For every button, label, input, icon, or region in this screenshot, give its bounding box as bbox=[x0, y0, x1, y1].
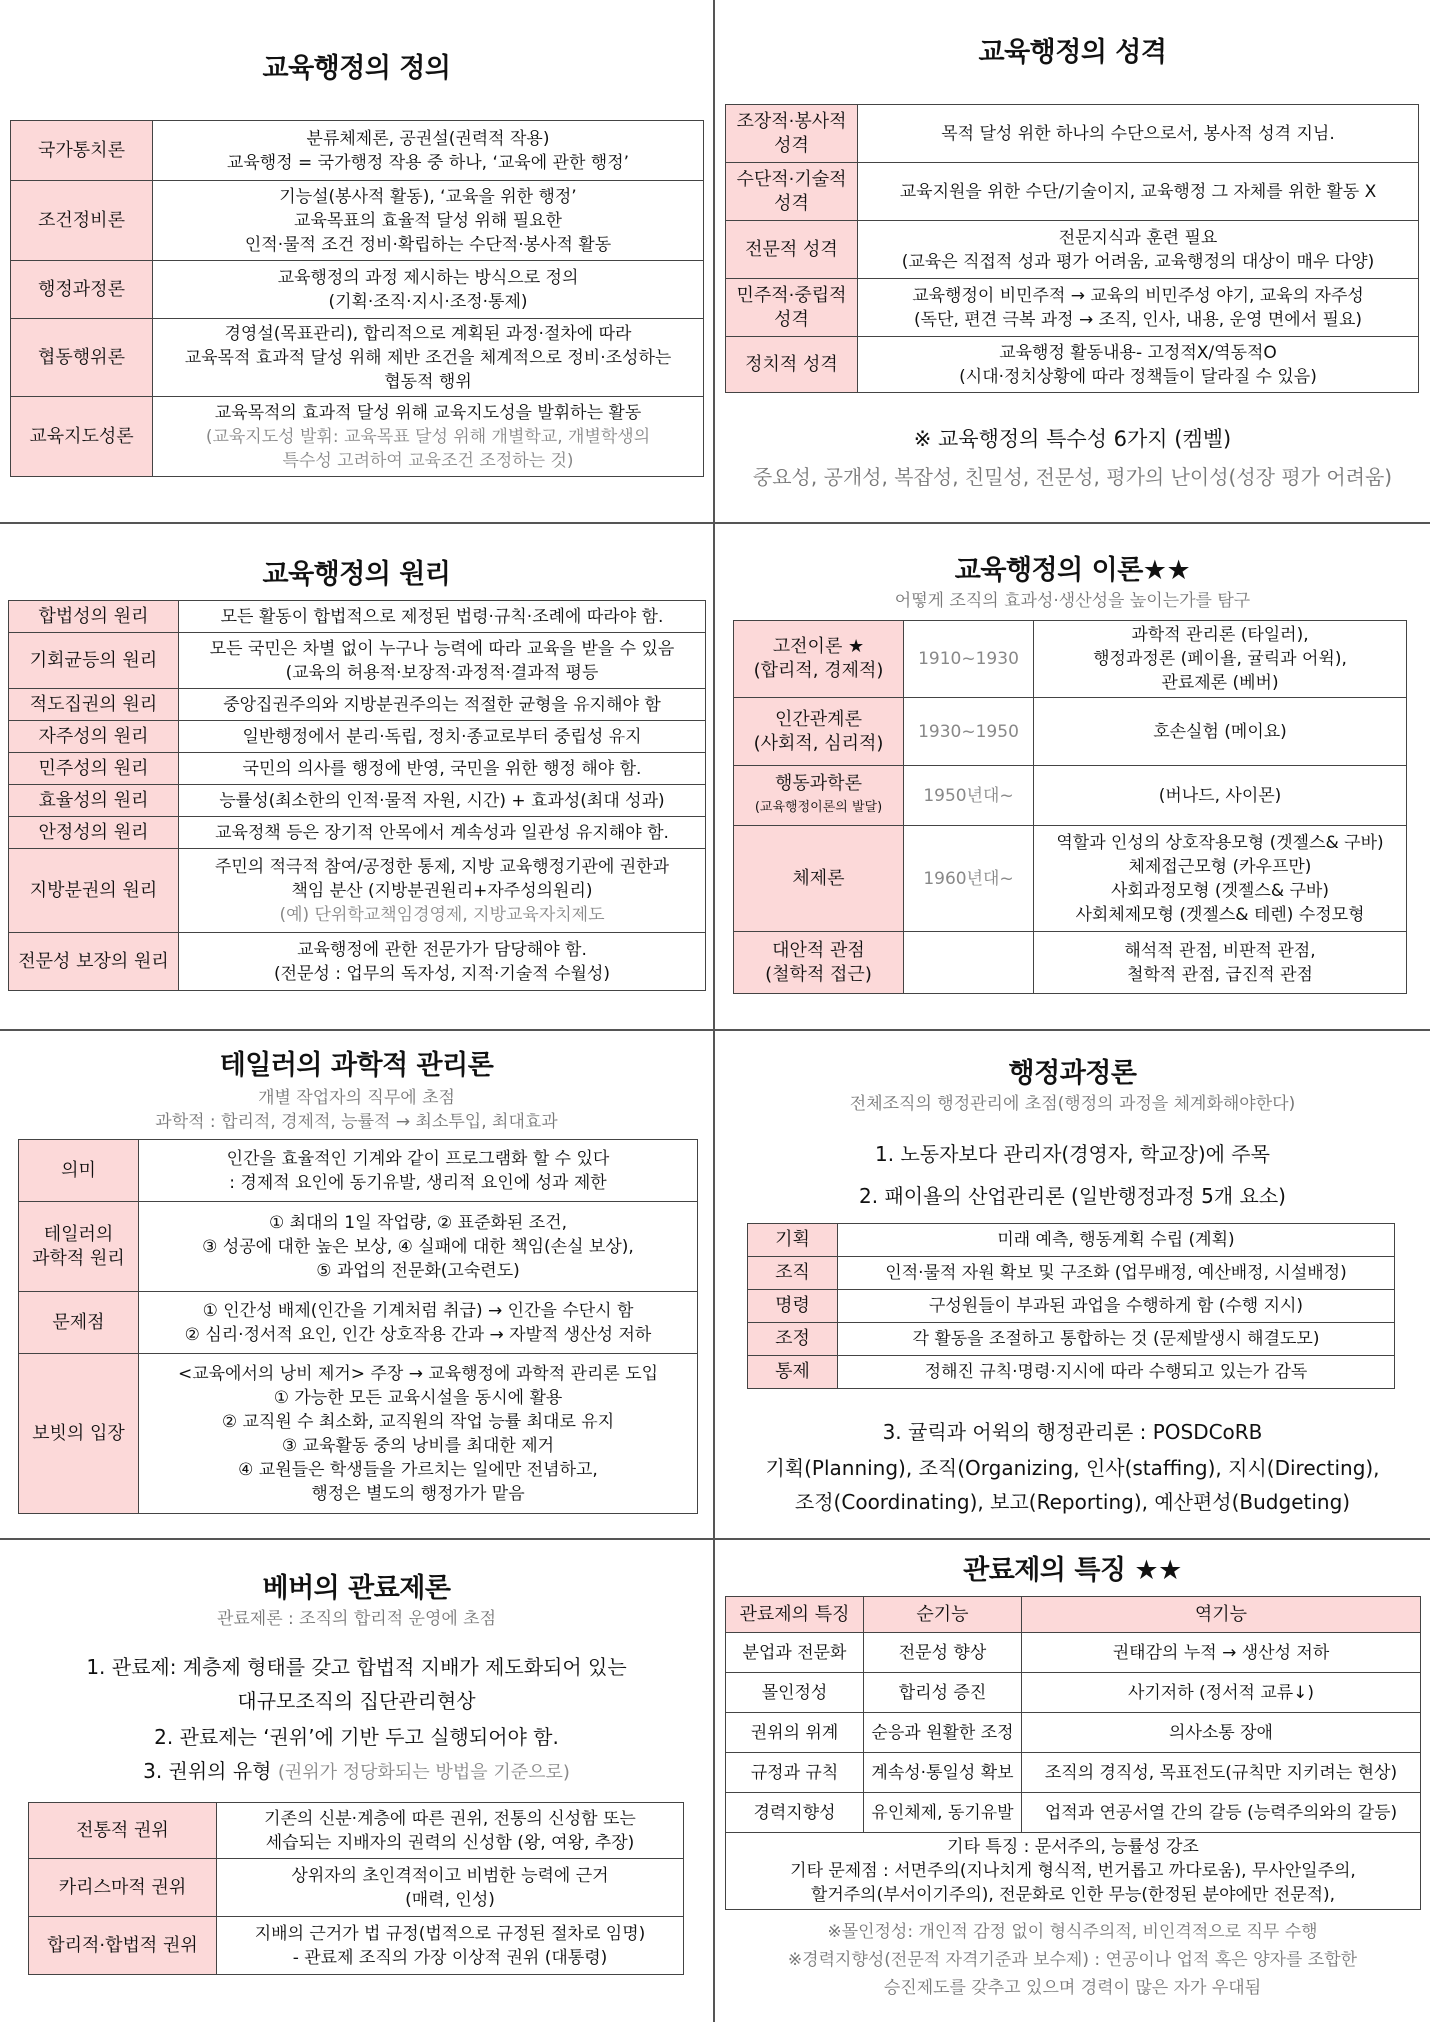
row-header: 조건정비론 bbox=[11, 181, 153, 261]
row-header: 자주성의 원리 bbox=[9, 721, 179, 753]
row-content: 주민의 적극적 참여/공정한 통제, 지방 교육행정기관에 권한과 책임 분산 (지방분권원리+자주성의원리) (예) 단위학교책임경영제, 지방교육자치제도 bbox=[179, 849, 706, 933]
row-header: 전문성 보장의 원리 bbox=[9, 933, 179, 991]
period: 1950년대~ bbox=[904, 766, 1034, 826]
row-header: 고전이론 ★ (합리적, 경제적) bbox=[734, 621, 904, 698]
row-header: 카리스마적 권위 bbox=[29, 1859, 217, 1917]
table-row bbox=[11, 261, 704, 319]
cell: 분업과 전문화 bbox=[726, 1633, 864, 1673]
table-row bbox=[29, 1803, 684, 1859]
table-row bbox=[726, 1753, 1421, 1793]
column-header: 순기능 bbox=[864, 1597, 1022, 1633]
period bbox=[904, 932, 1034, 994]
row-header: 의미 bbox=[19, 1140, 139, 1202]
table-row bbox=[726, 1633, 1421, 1673]
definition-table bbox=[10, 120, 704, 477]
row-header: 테일러의 과학적 원리 bbox=[19, 1202, 139, 1292]
row-content: 교육정책 등은 장기적 안목에서 계속성과 일관성 유지해야 함. bbox=[179, 817, 706, 849]
row-content: 분류체제론, 공권설(권력적 작용) 교육행정 = 국가행정 작용 중 하나, ‘교육에 관한 행정’ bbox=[153, 121, 704, 181]
table-row bbox=[19, 1292, 698, 1354]
section-title: 교육행정의 원리 bbox=[262, 559, 451, 590]
cell: 순응과 원활한 조정 bbox=[864, 1713, 1022, 1753]
table-row bbox=[11, 181, 704, 261]
table-row bbox=[748, 1290, 1395, 1323]
cell: 의사소통 장애 bbox=[1022, 1713, 1421, 1753]
table-row bbox=[11, 397, 704, 477]
section-subtitle: 개별 작업자의 직무에 초점 bbox=[258, 1088, 455, 1108]
table-row bbox=[748, 1257, 1395, 1290]
row-content: 정해진 규칙·명령·지시에 따라 수행되고 있는가 감독 bbox=[838, 1356, 1395, 1389]
row-content: 각 활동을 조절하고 통합하는 것 (문제발생시 해결도모) bbox=[838, 1323, 1395, 1356]
row-content: 능률성(최소한의 인적·물적 자원, 시간) + 효과성(최대 성과) bbox=[179, 785, 706, 817]
section-subtitle: 관료제론 : 조직의 합리적 운영에 초점 bbox=[216, 1609, 497, 1629]
extra-notes: 기타 특징 : 문서주의, 능률성 강조 기타 문제점 : 서면주의(지나치게 형식적, 번거롭고 까다로움), 무사안일주의, 할거주의(부서이기주의), 전문화로 인한 무능(한정된 분야에만 전문적), bbox=[726, 1833, 1421, 1910]
row-content: 교육지원을 위한 수단/기술이지, 교육행정 그 자체를 위한 활동 X bbox=[858, 163, 1419, 221]
table-row bbox=[9, 633, 706, 689]
cell: 사기저하 (정서적 교류↓) bbox=[1022, 1673, 1421, 1713]
row-content: 경영설(목표관리), 합리적으로 계획된 과정·절차에 따라 교육목적 효과적 달성 위해 제반 조건을 체계적으로 정비·조성하는 협동적 행위 bbox=[153, 319, 704, 397]
cell: 합리성 증진 bbox=[864, 1673, 1022, 1713]
cell: 몰인정성 bbox=[726, 1673, 864, 1713]
character-table bbox=[725, 104, 1419, 393]
row-header: 합리적·합법적 권위 bbox=[29, 1917, 217, 1975]
cell: 경력지향성 bbox=[726, 1793, 864, 1833]
row-content: 교육행정에 관한 전문가가 담당해야 함. (전문성 : 업무의 독자성, 지적·기술적 수월성) bbox=[179, 933, 706, 991]
row-content: 전문지식과 훈련 필요 (교육은 직접적 성과 평가 어려움, 교육행정의 대상이 매우 다양) bbox=[858, 221, 1419, 279]
row-content: 지배의 근거가 법 규정(법적으로 규정된 절차로 임명) - 관료제 조직의 가장 이상적 권위 (대통령) bbox=[217, 1917, 684, 1975]
table-row bbox=[11, 319, 704, 397]
section-character bbox=[715, 0, 1430, 522]
period: 1910~1930 bbox=[904, 621, 1034, 698]
table-row bbox=[9, 817, 706, 849]
row-header: 적도집권의 원리 bbox=[9, 689, 179, 721]
cell: 규정과 규칙 bbox=[726, 1753, 864, 1793]
column-header: 역기능 bbox=[1022, 1597, 1421, 1633]
row-header: 통제 bbox=[748, 1356, 838, 1389]
row-header: 보빗의 입장 bbox=[19, 1354, 139, 1514]
row-header: 전문적 성격 bbox=[726, 221, 858, 279]
row-content: (버나드, 사이몬) bbox=[1034, 766, 1407, 826]
row-content: 기능설(봉사적 활동), ‘교육을 위한 행정’ 교육목표의 효율적 달성 위해 필요한 인적·물적 조건 정비·확립하는 수단적·봉사적 활동 bbox=[153, 181, 704, 261]
table-row bbox=[9, 753, 706, 785]
table-row bbox=[734, 826, 1407, 932]
table-row bbox=[29, 1859, 684, 1917]
table-row bbox=[19, 1140, 698, 1202]
point-1: 1. 노동자보다 관리자(경영자, 학교장)에 주목 bbox=[875, 1142, 1270, 1166]
table-row bbox=[734, 766, 1407, 826]
special-list: 중요성, 공개성, 복잡성, 친밀성, 전문성, 평가의 난이성(성장 평가 어려움) bbox=[752, 465, 1393, 489]
point-1: 1. 관료제: 계층제 형태를 갖고 합법적 지배가 제도화되어 있는 bbox=[86, 1655, 627, 1679]
row-header: 수단적·기술적 성격 bbox=[726, 163, 858, 221]
table-row bbox=[9, 785, 706, 817]
section-title: 행정과정론 bbox=[1008, 1058, 1137, 1089]
row-header: 효율성의 원리 bbox=[9, 785, 179, 817]
row-header: 국가통치론 bbox=[11, 121, 153, 181]
row-content: 교육행정의 과정 제시하는 방식으로 정의 (기획·조직·지시·조정·통제) bbox=[153, 261, 704, 319]
section-subtitle: 전체조직의 행정관리에 초점(행정의 과정을 체계화해야한다) bbox=[849, 1094, 1296, 1114]
row-header: 전통적 권위 bbox=[29, 1803, 217, 1859]
row-content: <교육에서의 낭비 제거> 주장 → 교육행정에 과학적 관리론 도입 ① 가능한 모든 교육시설을 동시에 활용 ② 교직원 수 최소화, 교직원의 작업 능률 최대로 유지 ③ 교육활동 중의 낭비를 최대한 제거 ④ 교원들은 학생들을 가르치는 일에만 전념하고, 행정은 별도의 행정가가 맡음 bbox=[139, 1354, 698, 1514]
point-3: 3. 귤릭과 어윅의 행정관리론 : POSDCoRB bbox=[882, 1420, 1263, 1444]
cell: 업적과 연공서열 간의 갈등 (능력주의와의 갈등) bbox=[1022, 1793, 1421, 1833]
row-header: 행동과학론 (교육행정이론의 발달) bbox=[734, 766, 904, 826]
cell: 권태감의 누적 → 생산성 저하 bbox=[1022, 1633, 1421, 1673]
row-content: 인간을 효율적인 기계와 같이 프로그램화 할 수 있다 : 경제적 요인에 동기유발, 생리적 요인에 성과 제한 bbox=[139, 1140, 698, 1202]
row-content: 미래 예측, 행동계획 수립 (계획) bbox=[838, 1224, 1395, 1257]
section-principles bbox=[0, 524, 713, 1029]
row-content: 교육행정이 비민주적 → 교육의 비민주성 야기, 교육의 자주성 (독단, 편견 극복 과정 → 조직, 인사, 내용, 운영 면에서 필요) bbox=[858, 279, 1419, 337]
row-content: 과학적 관리론 (타일러), 행정과정론 (페이욜, 귤릭과 어윅), 관료제론 (베버) bbox=[1034, 621, 1407, 698]
row-header: 조직 bbox=[748, 1257, 838, 1290]
table-row bbox=[9, 849, 706, 933]
point-2: 2. 패이욜의 산업관리론 (일반행정과정 5개 요소) bbox=[859, 1184, 1286, 1208]
section-weber bbox=[0, 1540, 713, 2022]
section-subtitle-2: 과학적 : 합리적, 경제적, 능률적 → 최소투입, 최대효과 bbox=[155, 1112, 558, 1132]
section-subtitle: 어떻게 조직의 효과성·생산성을 높이는가를 탐구 bbox=[894, 591, 1251, 611]
row-content: 기존의 신분·계층에 따른 권위, 전통의 신성함 또는 세습되는 지배자의 권력의 신성함 (왕, 여왕, 추장) bbox=[217, 1803, 684, 1859]
cell: 계속성·통일성 확보 bbox=[864, 1753, 1022, 1793]
row-content: 구성원들이 부과된 과업을 수행하게 함 (수행 지시) bbox=[838, 1290, 1395, 1323]
table-row bbox=[9, 601, 706, 633]
period: 1960년대~ bbox=[904, 826, 1034, 932]
table-row bbox=[726, 337, 1419, 393]
principles-table bbox=[8, 600, 706, 991]
row-content: 일반행정에서 분리·독립, 정치·종교로부터 중립성 유지 bbox=[179, 721, 706, 753]
section-process bbox=[715, 1031, 1430, 1538]
bureaucracy-table bbox=[725, 1596, 1421, 1910]
row-content: 역할과 인성의 상호작용모형 (겟젤스& 구바) 체제접근모형 (카우프만) 사회과정모형 (겟젤스& 구바) 사회체제모형 (겟젤스& 테렌) 수정모형 bbox=[1034, 826, 1407, 932]
table-row bbox=[19, 1202, 698, 1292]
row-header: 기회균등의 원리 bbox=[9, 633, 179, 689]
column-header: 관료제의 특징 bbox=[726, 1597, 864, 1633]
table-row bbox=[748, 1356, 1395, 1389]
row-header: 기획 bbox=[748, 1224, 838, 1257]
row-header: 지방분권의 원리 bbox=[9, 849, 179, 933]
section-definition bbox=[0, 0, 713, 522]
point-1-cont: 대규모조직의 집단관리현상 bbox=[237, 1689, 476, 1713]
section-bureaucracy bbox=[715, 1540, 1430, 2022]
table-row bbox=[734, 621, 1407, 698]
table-row bbox=[726, 1673, 1421, 1713]
table-row bbox=[748, 1323, 1395, 1356]
posdcorb-line-2: 조정(Coordinating), 보고(Reporting), 예산편성(Budgeting) bbox=[794, 1490, 1351, 1514]
row-content: 국민의 의사를 행정에 반영, 국민을 위한 행정 해야 함. bbox=[179, 753, 706, 785]
row-header: 체제론 bbox=[734, 826, 904, 932]
row-content: 교육목적의 효과적 달성 위해 교육지도성을 발휘하는 활동 (교육지도성 발휘: 교육목표 달성 위해 개별학교, 개별학생의 특수성 고려하여 교육조건 조정하는 것) bbox=[153, 397, 704, 477]
row-header: 협동행위론 bbox=[11, 319, 153, 397]
process-table bbox=[747, 1223, 1395, 1389]
table-row bbox=[726, 279, 1419, 337]
cell: 조직의 경직성, 목표전도(규칙만 지키려는 현상) bbox=[1022, 1753, 1421, 1793]
footnote-3: 승진제도를 갖추고 있으며 경력이 많은 자가 우대됨 bbox=[883, 1978, 1262, 1998]
point-2: 2. 관료제는 ‘권위’에 기반 두고 실행되어야 함. bbox=[154, 1725, 559, 1749]
table-row bbox=[726, 105, 1419, 163]
row-content: 호손실험 (메이요) bbox=[1034, 698, 1407, 766]
table-row bbox=[9, 721, 706, 753]
table-row bbox=[726, 1793, 1421, 1833]
row-header: 조장적·봉사적 성격 bbox=[726, 105, 858, 163]
table-row bbox=[9, 933, 706, 991]
period: 1930~1950 bbox=[904, 698, 1034, 766]
row-content: 교육행정 활동내용- 고정적X/역동적O (시대·정치상황에 따라 정책들이 달라질 수 있음) bbox=[858, 337, 1419, 393]
table-row bbox=[726, 221, 1419, 279]
row-content: 인적·물적 자원 확보 및 구조화 (업무배정, 예산배정, 시설배정) bbox=[838, 1257, 1395, 1290]
cell: 권위의 위계 bbox=[726, 1713, 864, 1753]
row-content: 상위자의 초인격적이고 비범한 능력에 근거 (매력, 인성) bbox=[217, 1859, 684, 1917]
section-title: 교육행정의 이론★★ bbox=[954, 555, 1191, 586]
section-title: 교육행정의 정의 bbox=[262, 53, 451, 84]
table-row bbox=[726, 1713, 1421, 1753]
row-content: 해석적 관점, 비판적 관점, 철학적 관점, 급진적 관점 bbox=[1034, 932, 1407, 994]
row-header: 합법성의 원리 bbox=[9, 601, 179, 633]
row-header: 행정과정론 bbox=[11, 261, 153, 319]
row-header: 민주성의 원리 bbox=[9, 753, 179, 785]
row-content: 목적 달성 위한 하나의 수단으로서, 봉사적 성격 지님. bbox=[858, 105, 1419, 163]
table-header-row bbox=[726, 1597, 1421, 1633]
table-row bbox=[726, 1833, 1421, 1910]
table-row bbox=[734, 698, 1407, 766]
section-title: 테일러의 과학적 관리론 bbox=[219, 1050, 494, 1081]
table-row bbox=[734, 932, 1407, 994]
table-row bbox=[19, 1354, 698, 1514]
row-header: 교육지도성론 bbox=[11, 397, 153, 477]
section-title: 베버의 관료제론 bbox=[262, 1573, 451, 1604]
posdcorb-line-1: 기획(Planning), 조직(Organizing, 인사(staffing), 지시(Directing), bbox=[765, 1456, 1380, 1480]
section-title: 교육행정의 성격 bbox=[978, 37, 1167, 68]
table-row bbox=[726, 163, 1419, 221]
footnote-1: ※몰인정성: 개인적 감정 없이 형식주의적, 비인격적으로 직무 수행 bbox=[827, 1922, 1318, 1942]
point-3: 3. 권위의 유형 (권위가 정당화되는 방법을 기준으로) bbox=[143, 1759, 570, 1783]
row-content: ① 최대의 1일 작업량, ② 표준화된 조건, ③ 성공에 대한 높은 보상, ④ 실패에 대한 책임(손실 보상), ⑤ 과업의 전문화(고숙련도) bbox=[139, 1202, 698, 1292]
row-header: 조정 bbox=[748, 1323, 838, 1356]
row-header: 대안적 관점 (철학적 접근) bbox=[734, 932, 904, 994]
table-row bbox=[9, 689, 706, 721]
row-header: 문제점 bbox=[19, 1292, 139, 1354]
table-row bbox=[29, 1917, 684, 1975]
row-content: 모든 국민은 차별 없이 누구나 능력에 따라 교육을 받을 수 있음 (교육의 허용적·보장적·과정적·결과적 평등 bbox=[179, 633, 706, 689]
theories-table bbox=[733, 620, 1407, 994]
row-header: 민주적·중립적 성격 bbox=[726, 279, 858, 337]
section-title: 관료제의 특징 ★★ bbox=[963, 1555, 1182, 1586]
row-content: 모든 활동이 합법적으로 제정된 법령·규칙·조례에 따라야 함. bbox=[179, 601, 706, 633]
row-header: 정치적 성격 bbox=[726, 337, 858, 393]
footnote-2: ※경력지향성(전문적 자격기준과 보수제) : 연공이나 업적 혹은 양자를 조합한 bbox=[787, 1950, 1358, 1970]
row-content: ① 인간성 배제(인간을 기계처럼 취급) → 인간을 수단시 함 ② 심리·정서적 요인, 인간 상호작용 간과 → 자발적 생산성 저하 bbox=[139, 1292, 698, 1354]
row-header: 인간관계론 (사회적, 심리적) bbox=[734, 698, 904, 766]
taylor-table bbox=[18, 1139, 698, 1514]
row-header: 안정성의 원리 bbox=[9, 817, 179, 849]
row-header: 명령 bbox=[748, 1290, 838, 1323]
authority-table bbox=[28, 1802, 684, 1975]
table-row bbox=[748, 1224, 1395, 1257]
section-taylor bbox=[0, 1031, 713, 1538]
cell: 전문성 향상 bbox=[864, 1633, 1022, 1673]
row-content: 중앙집권주의와 지방분권주의는 적절한 균형을 유지해야 함 bbox=[179, 689, 706, 721]
cell: 유인체제, 동기유발 bbox=[864, 1793, 1022, 1833]
special-title: ※ 교육행정의 특수성 6가지 (켐벨) bbox=[913, 427, 1232, 451]
table-row bbox=[11, 121, 704, 181]
section-theories bbox=[715, 524, 1430, 1029]
